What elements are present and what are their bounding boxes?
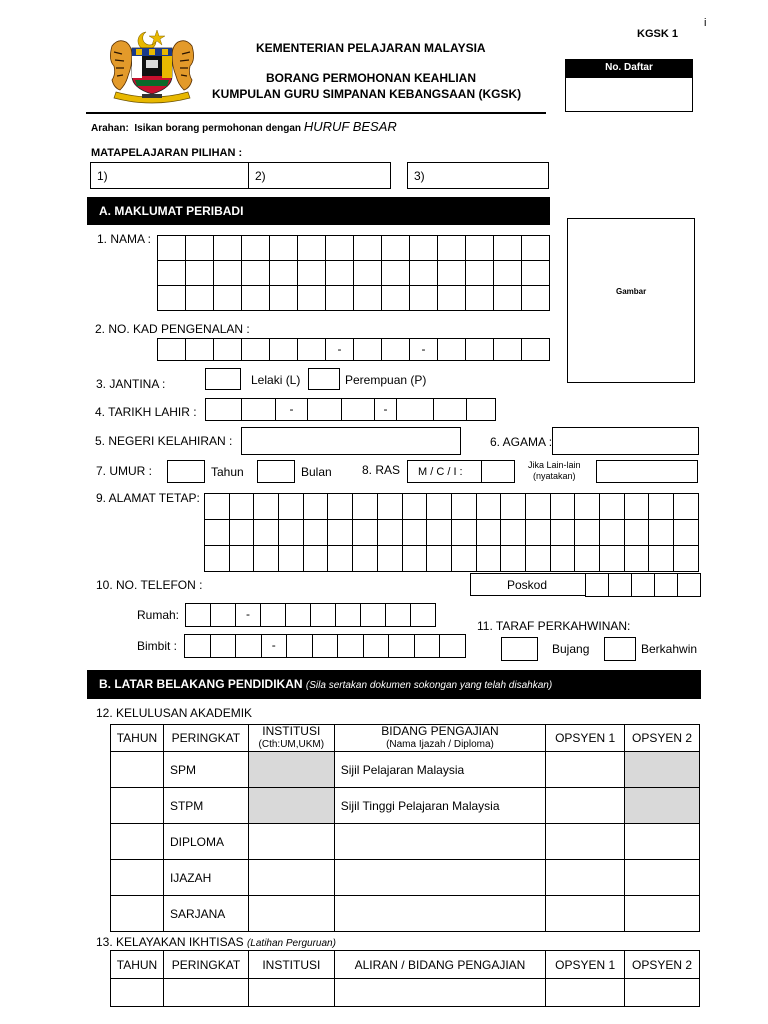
subject-2-field[interactable]: 2) <box>248 162 391 189</box>
char-box[interactable] <box>326 286 354 311</box>
char-box[interactable] <box>205 494 230 520</box>
char-box[interactable] <box>328 494 353 520</box>
char-box[interactable]: - <box>326 339 354 361</box>
opsyen1-cell[interactable] <box>546 979 625 1007</box>
no-daftar-field[interactable] <box>565 77 693 112</box>
char-box[interactable] <box>526 494 551 520</box>
bidang-cell[interactable] <box>334 824 545 860</box>
char-box[interactable]: - <box>276 399 308 421</box>
char-box[interactable] <box>551 546 576 572</box>
char-box[interactable] <box>575 546 600 572</box>
lain-lain-field[interactable] <box>596 460 698 483</box>
alamat-grid[interactable] <box>204 493 699 572</box>
char-box[interactable] <box>311 604 336 627</box>
form-code: KGSK 1 <box>637 28 678 40</box>
char-box[interactable] <box>186 339 214 361</box>
char-box[interactable] <box>440 635 466 658</box>
char-box[interactable] <box>427 520 452 546</box>
char-box[interactable] <box>261 604 286 627</box>
tarikh-lahir-label: 4. TARIKH LAHIR : <box>95 405 197 419</box>
char-box[interactable] <box>403 546 428 572</box>
char-box[interactable] <box>438 236 466 261</box>
char-box[interactable] <box>326 261 354 286</box>
lelaki-label: Lelaki (L) <box>251 373 301 387</box>
char-box[interactable] <box>287 635 313 658</box>
jantina-label: 3. JANTINA : <box>96 377 166 391</box>
char-box[interactable] <box>466 339 494 361</box>
form-title-line2: KUMPULAN GURU SIMPANAN KEBANGSAAN (KGSK) <box>212 87 522 101</box>
tahun-cell[interactable] <box>111 979 164 1007</box>
negeri-field[interactable] <box>241 427 461 455</box>
col-opsyen2: OPSYEN 2 <box>625 725 700 752</box>
char-box[interactable] <box>354 236 382 261</box>
bujang-label: Bujang <box>552 642 590 656</box>
char-box[interactable] <box>298 286 326 311</box>
subject-3-field[interactable]: 3) <box>407 162 549 189</box>
char-box[interactable] <box>632 574 655 597</box>
poskod-label-box: Poskod <box>470 573 586 596</box>
char-box[interactable] <box>353 494 378 520</box>
col-tahun: TAHUN <box>111 725 164 752</box>
opsyen2-cell[interactable] <box>625 860 700 896</box>
ras-field[interactable]: M / C / I : <box>407 460 515 483</box>
opsyen2-cell-shaded <box>625 788 700 824</box>
char-box[interactable] <box>494 286 522 311</box>
char-box[interactable] <box>501 494 526 520</box>
opsyen1-cell[interactable] <box>546 788 625 824</box>
char-box[interactable] <box>494 339 522 361</box>
agama-label: 6. AGAMA : <box>490 435 553 449</box>
char-box[interactable] <box>211 604 236 627</box>
char-box[interactable] <box>353 546 378 572</box>
col-peringkat: PERINGKAT <box>163 951 248 979</box>
peringkat-cell: SPM <box>163 752 248 788</box>
col-opsyen2: OPSYEN 2 <box>625 951 700 979</box>
char-box[interactable] <box>328 546 353 572</box>
peringkat-cell: IJAZAH <box>163 860 248 896</box>
char-box[interactable] <box>386 604 411 627</box>
char-box[interactable] <box>326 236 354 261</box>
institusi-cell[interactable] <box>248 860 334 896</box>
char-box[interactable] <box>354 261 382 286</box>
ikhtisas-note: (Latihan Perguruan) <box>246 938 336 949</box>
char-box[interactable] <box>254 520 279 546</box>
telefon-label: 10. NO. TELEFON : <box>96 578 203 592</box>
no-daftar-label: No. Daftar <box>565 59 693 77</box>
char-box[interactable] <box>158 236 186 261</box>
tahun-cell[interactable] <box>111 824 164 860</box>
instructions-emphasis: HURUF BESAR <box>303 119 397 134</box>
char-box[interactable] <box>678 574 701 597</box>
char-box[interactable] <box>242 339 270 361</box>
char-box[interactable] <box>625 494 650 520</box>
char-box[interactable] <box>354 286 382 311</box>
rumah-label: Rumah: <box>137 608 180 622</box>
char-box[interactable] <box>205 546 230 572</box>
char-box[interactable] <box>382 286 410 311</box>
berkahwin-label: Berkahwin <box>641 642 698 656</box>
char-box[interactable] <box>378 520 403 546</box>
subjects-title: MATAPELAJARAN PILIHAN : <box>91 147 243 159</box>
malaysia-coat-of-arms-icon <box>102 26 202 106</box>
nama-grid[interactable] <box>157 235 550 311</box>
char-box[interactable] <box>230 494 255 520</box>
rumah-grid[interactable] <box>185 603 436 627</box>
opsyen2-cell-shaded <box>625 752 700 788</box>
char-box[interactable] <box>270 236 298 261</box>
opsyen1-cell[interactable] <box>546 824 625 860</box>
char-box[interactable]: - <box>236 604 261 627</box>
char-box[interactable] <box>214 339 242 361</box>
table-row <box>111 896 700 932</box>
char-box[interactable] <box>270 261 298 286</box>
char-box[interactable] <box>158 261 186 286</box>
peringkat-cell: DIPLOMA <box>163 824 248 860</box>
char-box[interactable] <box>649 520 674 546</box>
char-box[interactable] <box>308 399 342 421</box>
table-row <box>111 824 700 860</box>
char-box[interactable] <box>214 286 242 311</box>
char-box[interactable] <box>522 236 550 261</box>
bidang-cell: Sijil Tinggi Pelajaran Malaysia <box>334 788 545 824</box>
char-box[interactable] <box>236 635 262 658</box>
char-box[interactable] <box>501 520 526 546</box>
tahun-cell[interactable] <box>111 896 164 932</box>
poskod-grid[interactable] <box>585 573 701 597</box>
academic-table <box>110 724 700 932</box>
char-box[interactable] <box>438 339 466 361</box>
char-box[interactable] <box>609 574 632 597</box>
char-box[interactable] <box>403 494 428 520</box>
alamat-label: 9. ALAMAT TETAP: <box>96 491 200 505</box>
char-box[interactable] <box>674 494 699 520</box>
nama-label: 1. NAMA : <box>97 232 152 246</box>
char-box[interactable] <box>655 574 678 597</box>
char-box[interactable] <box>494 261 522 286</box>
char-box[interactable] <box>586 574 609 597</box>
char-box[interactable] <box>270 339 298 361</box>
section-b-note: (Sila sertakan dokumen sokongan yang telah disahkan) <box>305 680 553 691</box>
opsyen2-cell[interactable] <box>625 979 700 1007</box>
aliran-cell[interactable] <box>334 979 545 1007</box>
char-box[interactable] <box>279 546 304 572</box>
char-box[interactable] <box>185 635 211 658</box>
bidang-cell[interactable] <box>334 860 545 896</box>
char-box[interactable] <box>338 635 364 658</box>
col-institusi: INSTITUSI <box>248 951 334 979</box>
agama-field[interactable] <box>552 427 699 455</box>
berkahwin-box[interactable] <box>604 637 636 661</box>
char-box[interactable] <box>397 399 434 421</box>
ikhtisas-label: 13. KELAYAKAN IKHTISAS (Latihan Perguruan) <box>96 935 336 949</box>
char-box[interactable] <box>477 520 502 546</box>
char-box[interactable] <box>551 494 576 520</box>
char-box[interactable] <box>382 236 410 261</box>
table-row <box>111 752 700 788</box>
table-row <box>111 860 700 896</box>
char-box[interactable] <box>328 520 353 546</box>
char-box[interactable] <box>526 520 551 546</box>
char-box[interactable] <box>410 236 438 261</box>
char-box[interactable] <box>378 494 403 520</box>
institusi-cell[interactable] <box>248 896 334 932</box>
form-title-line1: BORANG PERMOHONAN KEAHLIAN <box>266 71 476 85</box>
char-box[interactable] <box>389 635 415 658</box>
header-divider <box>86 112 546 114</box>
col-tahun: TAHUN <box>111 951 164 979</box>
umur-bulan-field[interactable] <box>257 460 295 483</box>
tahun-cell[interactable] <box>111 860 164 896</box>
bimbit-grid[interactable] <box>184 634 466 658</box>
char-box[interactable] <box>206 399 242 421</box>
peringkat-cell[interactable] <box>163 979 248 1007</box>
char-box[interactable] <box>411 604 436 627</box>
bidang-cell[interactable] <box>334 896 545 932</box>
corner-mark: i <box>704 17 707 29</box>
instructions: Arahan: Isikan borang permohonan dengan HURUF BESAR <box>91 119 397 134</box>
char-box[interactable] <box>298 261 326 286</box>
char-box[interactable] <box>361 604 386 627</box>
perempuan-label: Perempuan (P) <box>345 373 427 387</box>
char-box[interactable] <box>353 520 378 546</box>
char-box[interactable] <box>452 546 477 572</box>
char-box[interactable] <box>522 286 550 311</box>
col-peringkat: PERINGKAT <box>163 725 248 752</box>
char-box[interactable] <box>600 520 625 546</box>
col-opsyen1: OPSYEN 1 <box>546 725 625 752</box>
ras-label: 8. RAS <box>362 463 401 477</box>
char-box[interactable] <box>205 520 230 546</box>
char-box[interactable] <box>254 546 279 572</box>
char-box[interactable] <box>477 494 502 520</box>
col-aliran: ALIRAN / BIDANG PENGAJIAN <box>334 951 545 979</box>
char-box[interactable] <box>467 399 496 421</box>
perempuan-box[interactable] <box>308 368 340 390</box>
taraf-label: 11. TARAF PERKAHWINAN: <box>477 619 631 633</box>
bimbit-label: Bimbit : <box>137 639 178 653</box>
char-box[interactable] <box>279 520 304 546</box>
opsyen2-cell[interactable] <box>625 824 700 860</box>
section-a-header: A. MAKLUMAT PERIBADI <box>87 197 550 225</box>
char-box[interactable] <box>354 339 382 361</box>
char-box[interactable] <box>477 546 502 572</box>
char-box[interactable] <box>313 635 339 658</box>
char-box[interactable] <box>466 261 494 286</box>
table-row <box>111 788 700 824</box>
opsyen1-cell[interactable] <box>546 896 625 932</box>
tahun-cell[interactable] <box>111 788 164 824</box>
char-box[interactable] <box>674 546 699 572</box>
char-box[interactable]: - <box>375 399 397 421</box>
char-box[interactable] <box>494 236 522 261</box>
char-box[interactable] <box>286 604 311 627</box>
char-box[interactable] <box>186 236 214 261</box>
char-box[interactable] <box>230 520 255 546</box>
char-box[interactable] <box>378 546 403 572</box>
opsyen1-cell[interactable] <box>546 860 625 896</box>
char-box[interactable] <box>600 494 625 520</box>
char-box[interactable] <box>186 261 214 286</box>
char-box[interactable] <box>298 339 326 361</box>
char-box[interactable] <box>427 546 452 572</box>
char-box[interactable] <box>342 399 375 421</box>
char-box[interactable] <box>438 286 466 311</box>
section-b-header: B. LATAR BELAKANG PENDIDIKAN (Sila sertakan dokumen sokongan yang telah disahkan) <box>87 670 701 699</box>
photo-box[interactable]: Gambar <box>567 218 695 383</box>
char-box[interactable] <box>242 261 270 286</box>
char-box[interactable]: - <box>262 635 288 658</box>
char-box[interactable] <box>336 604 361 627</box>
ministry-name: KEMENTERIAN PELAJARAN MALAYSIA <box>256 41 486 55</box>
char-box[interactable] <box>242 286 270 311</box>
opsyen2-cell[interactable] <box>625 896 700 932</box>
char-box[interactable] <box>242 236 270 261</box>
char-box[interactable] <box>600 546 625 572</box>
char-box[interactable] <box>551 520 576 546</box>
institusi-cell-shaded <box>248 752 334 788</box>
char-box[interactable] <box>526 546 551 572</box>
char-box[interactable] <box>382 339 410 361</box>
peringkat-cell: SARJANA <box>163 896 248 932</box>
char-box[interactable] <box>158 339 186 361</box>
char-box[interactable] <box>254 494 279 520</box>
bulan-label: Bulan <box>301 465 332 479</box>
char-box[interactable] <box>649 546 674 572</box>
char-box[interactable] <box>186 604 211 627</box>
char-box[interactable] <box>649 494 674 520</box>
lelaki-box[interactable] <box>205 368 241 390</box>
char-box[interactable] <box>452 520 477 546</box>
negeri-label: 5. NEGERI KELAHIRAN : <box>95 434 233 448</box>
char-box[interactable] <box>364 635 390 658</box>
subject-1-field[interactable]: 1) <box>90 162 261 189</box>
char-box[interactable] <box>242 399 276 421</box>
char-box[interactable] <box>466 286 494 311</box>
char-box[interactable] <box>298 236 326 261</box>
char-box[interactable] <box>211 635 237 658</box>
char-box[interactable] <box>410 261 438 286</box>
ic-grid[interactable] <box>157 338 550 361</box>
ic-label: 2. NO. KAD PENGENALAN : <box>95 322 250 336</box>
tarikh-lahir-grid[interactable] <box>205 398 496 421</box>
tahun-cell[interactable] <box>111 752 164 788</box>
char-box[interactable] <box>403 520 428 546</box>
institusi-cell-shaded <box>248 788 334 824</box>
char-box[interactable] <box>304 494 329 520</box>
col-opsyen1: OPSYEN 1 <box>546 951 625 979</box>
bujang-box[interactable] <box>501 637 538 661</box>
bidang-cell: Sijil Pelajaran Malaysia <box>334 752 545 788</box>
col-institusi: INSTITUSI (Cth:UM,UKM) <box>248 725 334 752</box>
char-box[interactable] <box>452 494 477 520</box>
lain-lain-label: Jika Lain-lain (nyatakan) <box>528 460 581 481</box>
char-box[interactable] <box>382 261 410 286</box>
char-box[interactable] <box>674 520 699 546</box>
char-box[interactable] <box>158 286 186 311</box>
char-box[interactable]: - <box>410 339 438 361</box>
char-box[interactable] <box>522 261 550 286</box>
char-box[interactable] <box>304 546 329 572</box>
char-box[interactable] <box>415 635 441 658</box>
professional-table <box>110 950 700 1007</box>
peringkat-cell: STPM <box>163 788 248 824</box>
char-box[interactable] <box>186 286 214 311</box>
char-box[interactable] <box>214 261 242 286</box>
char-box[interactable] <box>575 520 600 546</box>
char-box[interactable] <box>625 520 650 546</box>
char-box[interactable] <box>230 546 255 572</box>
char-box[interactable] <box>270 286 298 311</box>
char-box[interactable] <box>279 494 304 520</box>
char-box[interactable] <box>501 546 526 572</box>
char-box[interactable] <box>625 546 650 572</box>
char-box[interactable] <box>304 520 329 546</box>
char-box[interactable] <box>434 399 467 421</box>
char-box[interactable] <box>438 261 466 286</box>
char-box[interactable] <box>410 286 438 311</box>
umur-tahun-field[interactable] <box>167 460 205 483</box>
kelulusan-label: 12. KELULUSAN AKADEMIK <box>96 706 253 720</box>
char-box[interactable] <box>575 494 600 520</box>
col-bidang: BIDANG PENGAJIAN (Nama Ijazah / Diploma) <box>334 725 545 752</box>
char-box[interactable] <box>427 494 452 520</box>
institusi-cell[interactable] <box>248 824 334 860</box>
char-box[interactable] <box>214 236 242 261</box>
table-row <box>111 979 700 1007</box>
umur-label: 7. UMUR : <box>96 464 153 478</box>
char-box[interactable] <box>466 236 494 261</box>
opsyen1-cell[interactable] <box>546 752 625 788</box>
char-box[interactable] <box>522 339 550 361</box>
institusi-cell[interactable] <box>248 979 334 1007</box>
tahun-label: Tahun <box>211 465 244 479</box>
